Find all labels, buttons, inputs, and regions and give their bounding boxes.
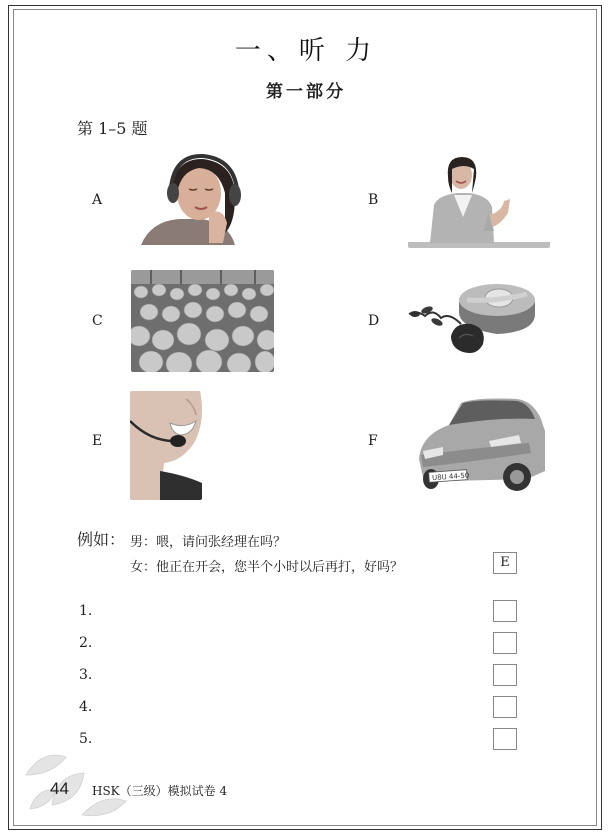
answer-box-2[interactable]: [493, 632, 517, 654]
option-letter-d: D: [368, 313, 380, 329]
question-number-2: 2.: [79, 635, 93, 651]
silver-car-photo: [409, 395, 549, 495]
question-number-3: 3.: [79, 667, 93, 683]
page-number: 44: [50, 779, 69, 798]
gift-box-with-rose-photo: [407, 278, 537, 358]
question-number-1: 1.: [79, 603, 93, 619]
option-letter-c: C: [92, 313, 103, 329]
businesswoman-at-desk-photo: [408, 155, 550, 248]
example-line-2: 女：他正在开会，您半个小时以后再打，好吗？: [130, 560, 404, 575]
car-license-plate: U8U 44-50: [431, 471, 470, 483]
question-number-4: 4.: [79, 699, 93, 715]
option-letter-a: A: [92, 192, 103, 208]
example-answer-box: E: [493, 552, 517, 574]
footer-title: HSK（三级）模拟试卷 4: [92, 784, 228, 798]
option-letter-e: E: [92, 433, 103, 449]
question-range: 第 1–5 题: [77, 119, 148, 138]
woman-with-headphones-photo: [131, 153, 243, 245]
part-title: 第一部分: [266, 82, 346, 102]
answer-box-1[interactable]: [493, 600, 517, 622]
answer-box-3[interactable]: [493, 664, 517, 686]
tulip-field-photo: [131, 270, 274, 372]
answer-box-4[interactable]: [493, 696, 517, 718]
operator-with-headset-photo: [130, 391, 202, 500]
question-number-5: 5.: [79, 731, 93, 747]
section-title: 一、听 力: [234, 36, 378, 66]
option-letter-f: F: [368, 433, 378, 449]
option-letter-b: B: [368, 192, 379, 208]
example-label: 例如：: [77, 530, 126, 549]
answer-box-5[interactable]: [493, 728, 517, 750]
example-line-1: 男：喂，请问张经理在吗？: [130, 535, 287, 550]
